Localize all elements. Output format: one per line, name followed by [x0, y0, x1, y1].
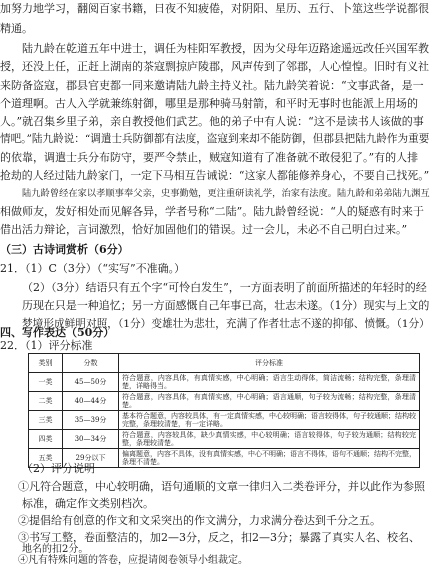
score-cell: 40—44分 — [63, 392, 119, 411]
section-title: （三）古诗词赏析（6分） — [0, 243, 129, 256]
note-line: 地名的扣2分。 — [22, 544, 89, 555]
category-cell: 一类 — [29, 373, 63, 392]
question-line: （2）（3分）结语只有五个字“可怜白发生”，一方面表明了前面所描述的年轻时的经 — [22, 281, 427, 294]
text-line: 陆九龄在乾道五年中进士，调任为桂阳军教授，因为父母年迈路途遥远改任兴国军教 — [22, 42, 429, 55]
text-line: 精通。 — [0, 22, 33, 35]
note-line: ②提倡给有创意的作文和文采突出的作文满分，力求满分卷达到千分之五。 — [18, 514, 381, 527]
text-line: 授，还没上任，正赶上湖南的茶寇剽掠庐陵郡，风声传到了邻郡，人心惶惶。旧时有义社 — [0, 60, 429, 73]
category-cell: 二类 — [29, 392, 63, 411]
question-line: 历现在只是一种追忆；另一方面感慨自己年事已高，壮志未遂。（1分）现实与上文的 — [22, 299, 430, 312]
table-row — [29, 373, 420, 392]
text-line: 个道理啊。古人入学就兼练射御，哪里是那种骑马射箭，和平时无事时也能派上用场的 — [0, 97, 418, 110]
column-header: 类别 — [29, 354, 63, 373]
criteria-cell: 符合题意，内容具体，有真情实感，中心明确；语言生动得体，简洁流畅；结构完整，条理清楚，详略得当。 — [119, 373, 420, 392]
subsection-label: （2）评分说明 — [22, 462, 95, 475]
column-header: 评分标准 — [119, 354, 420, 373]
text-line: 的依靠，调遣士兵分布防守，要严令禁止，贼寇知道有了准备就不敢侵犯了。”有的人排 — [0, 151, 419, 164]
criteria-cell: 偏离题意，内容不具体，没有真情实感，中心不明确；语言不得体，语句不通顺；结构不完整，条理不清楚。 — [119, 449, 420, 468]
note-line: ③书写工整，卷面整洁的，加2—3分，反之，扣2—3分；暴露了真实人名、校名、 — [18, 531, 420, 544]
criteria-cell: 基本符合题意，内容较具体，有一定真情实感，中心较明确；语言较得体，句子较通顺；结构较完整，条理较清楚，有一定详略。 — [119, 411, 420, 430]
scoring-table — [28, 353, 420, 468]
question-line: 22．（1）评分标准 — [0, 339, 93, 352]
text-line: 情吧。”陆九龄说：“调遣士兵防御都有法度，盗寇到来却不能防御，但郡县把陆九龄作为重要 — [0, 133, 430, 145]
score-cell: 30—34分 — [63, 430, 119, 449]
category-cell: 四类 — [29, 430, 63, 449]
column-header: 分数 — [63, 354, 119, 373]
score-cell: 35—39分 — [63, 411, 119, 430]
section-title: 四、写作表达（50分） — [0, 326, 115, 339]
category-cell: 三类 — [29, 411, 63, 430]
question-line: 21．（1）C（3分）（“实写”不准确。） — [0, 262, 186, 275]
criteria-cell: 符合题意，内容具体，有真情实感，中心明确；语言通顺，句子较为流畅；结构完整，条理清楚。 — [119, 392, 420, 411]
text-line: 来防备盗寇，郡县官吏都一同来邀请陆九龄主持义社。陆九龄笑着说：“文事武备，是一 — [0, 79, 424, 92]
text-line: 陆九龄曾经在家以孝顺事奉父亲，史事勤勉，更注重研读礼学，治家有法度。陆九龄和弟弟陆九渊互 — [22, 188, 430, 199]
table-row — [29, 392, 420, 411]
category-cell: 五类 — [29, 449, 63, 468]
note-line: ④凡有特殊问题的答卷，应提请阅卷领导小组裁定。 — [18, 555, 248, 566]
text-line: 抢劫的人经过陆九龄家门，一定下马相互告诫说：“这家人都能修养身心，不要自己找死。” — [0, 169, 430, 182]
text-line: 人。”就召集乡里子弟，亲自教授他们武艺。他的弟子中有人说：“这不是读书人该做的事 — [0, 115, 424, 128]
score-cell: 29分以下 — [63, 449, 119, 468]
table-row — [29, 411, 420, 430]
table-row — [29, 430, 420, 449]
score-cell: 45—50分 — [63, 373, 119, 392]
text-line: 加努力地学习，翻阅百家书籍，日夜不知疲倦，对阴阳、星历、五行、卜筮这些学说都很 — [0, 2, 429, 15]
text-line: 相做师友，发好相处而见解各异，学者号称“二陆”。陆九龄曾经说：“人的疑惑有时来于 — [0, 205, 424, 218]
question-line: 梦境形成鲜明对照，（1分）变雄壮为悲壮，充满了作者壮志不遂的抑郁、愤慨。（1分） — [22, 317, 430, 330]
criteria-cell: 符合题意，内容较具体，缺少真情实感，中心较明确；语言较得体，句子较为通顺；结构较完整，条理较清楚。 — [119, 430, 420, 449]
table-header-row — [29, 354, 420, 373]
note-line: 标准，确定作文类别档次。 — [22, 497, 154, 510]
note-line: ①凡符合题意，中心较明确，语句通顺的文章一律归入二类卷评分，并以此作为参照 — [18, 480, 425, 493]
text-line: 借出活力辩论，言词激烈，恰好加固他们的错误。过一会儿，未必不自己明白过来。” — [0, 223, 408, 236]
